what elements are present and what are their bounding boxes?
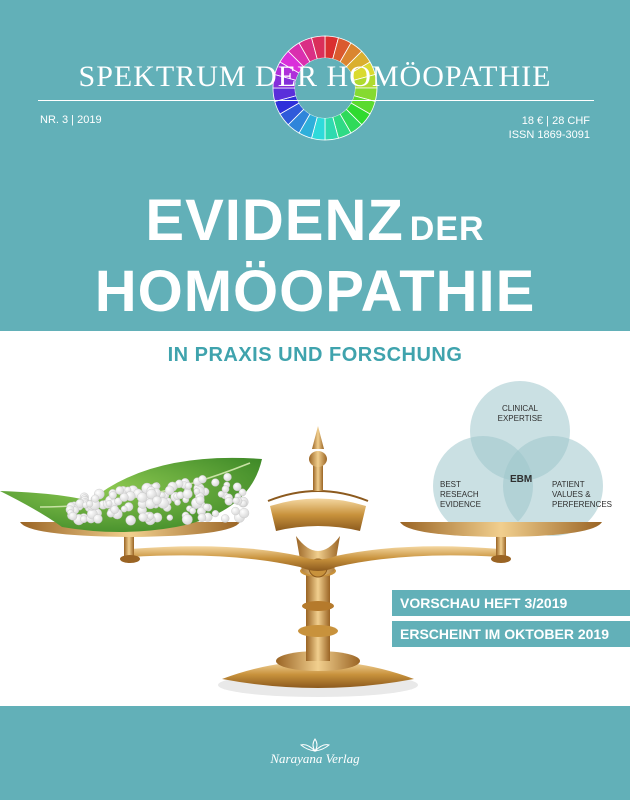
globule (111, 506, 119, 514)
masthead-rule (38, 100, 594, 101)
globule (194, 488, 200, 494)
globule (137, 492, 147, 502)
headline-word-evidenz: EVIDENZ (145, 188, 404, 253)
globule (121, 506, 127, 512)
globule (239, 508, 249, 518)
headline-line-2: HOMÖOPATHIE (94, 259, 536, 324)
publisher-name: Narayana Verlag (270, 751, 360, 766)
globule (203, 504, 210, 511)
venn-label-research: BEST RESEACH EVIDENCE (440, 480, 481, 509)
scale-illustration (0, 331, 630, 706)
globule (232, 507, 240, 515)
globule (221, 515, 229, 523)
globule (233, 497, 240, 504)
lotus-icon (295, 738, 335, 752)
globule (224, 473, 232, 481)
venn-label-ebm: EBM (510, 474, 533, 485)
globule (196, 496, 205, 505)
price-block (509, 114, 590, 142)
publisher-logo (0, 738, 630, 768)
globule (93, 514, 102, 523)
globule (211, 479, 219, 487)
globule (225, 497, 233, 505)
price: 18 € | 28 CHF (521, 115, 590, 127)
globule (116, 486, 124, 494)
issn: ISSN 1869-3091 (508, 129, 590, 141)
cover-subtitle: IN PRAXIS UND FORSCHUNG (167, 344, 463, 366)
venn-label-patient: PATIENT VALUES & PERFERENCES (552, 480, 613, 509)
headline-line-1 (0, 190, 630, 260)
globule (86, 501, 93, 508)
globule (106, 500, 112, 506)
globule (233, 483, 241, 491)
globule (147, 513, 154, 520)
venn-label-clinical: CLINICAL EXPERTISE (497, 404, 543, 423)
masthead-title: SPEKTRUM DER HOMÖOPATHIE (78, 60, 552, 93)
globule (165, 486, 174, 495)
issue-number: NR. 3 | 2019 (40, 114, 102, 126)
globule (222, 486, 229, 493)
globule (189, 508, 195, 514)
headline (0, 190, 630, 324)
globule (198, 514, 206, 522)
release-banner: ERSCHEINT IM OKTOBER 2019 (392, 621, 630, 647)
preview-banner: VORSCHAU HEFT 3/2019 (392, 590, 630, 616)
globule (167, 515, 173, 521)
globule (174, 499, 180, 505)
headline-word-der: DER (409, 210, 485, 248)
globule (185, 482, 192, 489)
globule (126, 515, 136, 525)
globule (91, 495, 99, 503)
globule (139, 513, 148, 522)
globule (69, 512, 77, 520)
globule (153, 496, 162, 505)
globule (182, 514, 192, 524)
globule (199, 475, 207, 483)
globule (212, 510, 219, 517)
globule (183, 489, 193, 499)
globule (109, 491, 117, 499)
